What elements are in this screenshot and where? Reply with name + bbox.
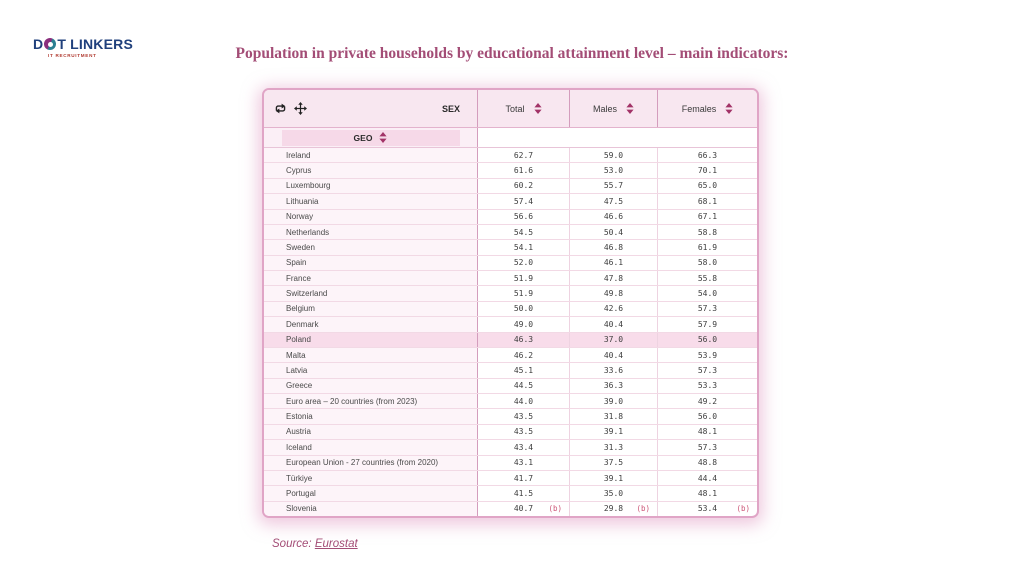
cell-value: 42.6 (603, 304, 624, 314)
cell-value: 46.8 (603, 242, 624, 252)
geo-cell (264, 194, 478, 208)
value-cell-females (658, 333, 757, 347)
geo-cell (264, 363, 478, 377)
value-cell-males (570, 302, 658, 316)
geo-cell (264, 210, 478, 224)
geo-cell (264, 425, 478, 439)
geo-cell-label: Norway (286, 212, 314, 222)
cell-value: 54.0 (697, 289, 718, 299)
value-cell-total (478, 333, 570, 347)
table-row (264, 439, 757, 454)
cell-value: 49.2 (697, 396, 718, 406)
cell-value: 49.0 (513, 319, 534, 329)
value-cell-males (570, 409, 658, 423)
value-cell-total (478, 502, 570, 516)
flag-badge: (b) (636, 504, 650, 514)
value-cell-females (658, 471, 757, 485)
value-cell-females (658, 486, 757, 500)
value-cell-females (658, 317, 757, 331)
value-cell-total (478, 302, 570, 316)
table-row (264, 362, 757, 377)
cell-value: 45.1 (513, 365, 534, 375)
cell-value: 37.5 (603, 458, 624, 468)
value-cell-males (570, 256, 658, 270)
value-cell-males (570, 502, 658, 516)
geo-cell (264, 317, 478, 331)
value-cell-males (570, 486, 658, 500)
geo-label: GEO (353, 132, 373, 143)
geo-cell-label: Belgium (286, 304, 315, 314)
cell-value: 52.0 (513, 258, 534, 268)
value-cell-females (658, 148, 757, 162)
cell-value: 57.4 (513, 196, 534, 206)
value-cell-males (570, 425, 658, 439)
cell-value: 40.7 (513, 504, 534, 514)
geo-cell (264, 225, 478, 239)
table-row (264, 347, 757, 362)
table-row (264, 239, 757, 254)
geo-cell (264, 163, 478, 177)
cell-value: 56.0 (697, 335, 718, 345)
table-row (264, 255, 757, 270)
geo-cell (264, 394, 478, 408)
cell-value: 40.4 (603, 319, 624, 329)
value-cell-females (658, 363, 757, 377)
sort-icon[interactable] (725, 103, 733, 114)
geo-cell (264, 148, 478, 162)
sort-icon[interactable] (379, 132, 387, 143)
cell-value: 35.0 (603, 488, 624, 498)
geo-cell-label: Portugal (286, 488, 316, 498)
geo-cell (264, 271, 478, 285)
cell-value: 55.8 (697, 273, 718, 283)
flag-badge: (b) (736, 504, 750, 514)
table-header-row (264, 90, 757, 128)
value-cell-total (478, 210, 570, 224)
geo-cell (264, 286, 478, 300)
geo-cell (264, 348, 478, 362)
cell-value: 50.4 (603, 227, 624, 237)
value-cell-females (658, 440, 757, 454)
geo-cell (264, 179, 478, 193)
cell-value: 51.9 (513, 289, 534, 299)
cell-value: 68.1 (697, 196, 718, 206)
value-cell-males (570, 440, 658, 454)
geo-cell (264, 409, 478, 423)
cell-value: 50.0 (513, 304, 534, 314)
cell-value: 62.7 (513, 150, 534, 160)
cell-value: 53.3 (697, 381, 718, 391)
geo-cell-label: Estonia (286, 412, 313, 422)
cell-value: 46.3 (513, 335, 534, 345)
table-row (264, 285, 757, 300)
value-cell-total (478, 317, 570, 331)
geo-cell-label: Lithuania (286, 196, 319, 206)
cell-value: 40.4 (603, 350, 624, 360)
value-cell-total (478, 456, 570, 470)
table-row (264, 485, 757, 500)
cell-value: 44.0 (513, 396, 534, 406)
column-header-total (478, 90, 570, 127)
value-cell-total (478, 225, 570, 239)
geo-header-cell (264, 128, 478, 147)
column-header-males (570, 90, 658, 127)
cell-value: 70.1 (697, 166, 718, 176)
table-row (264, 178, 757, 193)
cell-value: 39.0 (603, 396, 624, 406)
cell-value: 56.6 (513, 212, 534, 222)
value-cell-males (570, 317, 658, 331)
table-body (264, 148, 757, 516)
cell-value: 43.1 (513, 458, 534, 468)
page-title: Population in private households by educational attainment level – main indicators: (235, 45, 789, 62)
cell-value: 44.5 (513, 381, 534, 391)
value-cell-males (570, 210, 658, 224)
geo-dimension-button[interactable] (282, 130, 460, 146)
source-prefix: Source: (272, 538, 315, 550)
geo-header-spacer (478, 128, 757, 147)
table-row (264, 378, 757, 393)
cell-value: 54.5 (513, 227, 534, 237)
geo-cell-label: Slovenia (286, 504, 317, 514)
geo-cell-label: Euro area – 20 countries (from 2023) (286, 396, 418, 406)
column-label: Total (505, 103, 525, 114)
value-cell-total (478, 425, 570, 439)
cell-value: 44.4 (697, 473, 718, 483)
cell-value: 57.3 (697, 304, 718, 314)
value-cell-females (658, 225, 757, 239)
cell-value: 57.3 (697, 442, 718, 452)
eurostat-link[interactable]: Eurostat (314, 538, 358, 550)
logo-tagline: IT RECRUITMENT (48, 53, 97, 58)
geo-cell-label: France (286, 273, 311, 283)
value-cell-males (570, 348, 658, 362)
cell-value: 39.1 (603, 473, 624, 483)
cell-value: 47.5 (603, 196, 624, 206)
value-cell-males (570, 286, 658, 300)
cell-value: 56.0 (697, 412, 718, 422)
cell-value: 37.0 (603, 335, 624, 345)
table-row (264, 301, 757, 316)
cell-value: 43.5 (513, 427, 534, 437)
geo-header-row (264, 128, 757, 148)
cell-value: 33.6 (603, 365, 624, 375)
move-icon[interactable] (294, 102, 307, 115)
geo-cell (264, 379, 478, 393)
value-cell-total (478, 379, 570, 393)
value-cell-total (478, 394, 570, 408)
value-cell-females (658, 394, 757, 408)
value-cell-females (658, 456, 757, 470)
value-cell-females (658, 379, 757, 393)
value-cell-females (658, 348, 757, 362)
column-label: Males (592, 103, 617, 114)
geo-cell-label: Iceland (286, 442, 312, 452)
value-cell-females (658, 302, 757, 316)
cell-value: 66.3 (697, 150, 718, 160)
value-cell-total (478, 440, 570, 454)
geo-cell-label: Malta (286, 350, 306, 360)
cell-value: 48.1 (697, 427, 718, 437)
value-cell-males (570, 379, 658, 393)
value-cell-males (570, 333, 658, 347)
cell-value: 46.6 (603, 212, 624, 222)
geo-cell-label: European Union - 27 countries (from 2020) (286, 458, 439, 468)
value-cell-females (658, 286, 757, 300)
geo-cell (264, 440, 478, 454)
geo-cell-label: Greece (286, 381, 313, 391)
geo-cell-label: Ireland (286, 150, 311, 160)
geo-cell-label: Cyprus (286, 166, 312, 176)
cell-value: 41.7 (513, 473, 534, 483)
value-cell-males (570, 179, 658, 193)
value-cell-total (478, 348, 570, 362)
value-cell-females (658, 194, 757, 208)
value-cell-females (658, 163, 757, 177)
value-cell-total (478, 256, 570, 270)
value-cell-males (570, 163, 658, 177)
cell-value: 53.0 (603, 166, 624, 176)
table-row (264, 470, 757, 485)
column-label: Females (681, 103, 717, 114)
geo-cell-label: Switzerland (286, 289, 328, 299)
geo-cell-label: Türkiye (286, 473, 313, 483)
cell-value: 48.1 (697, 488, 718, 498)
table-row (264, 148, 757, 162)
geo-cell-label: Spain (286, 258, 307, 268)
geo-cell-label: Austria (286, 427, 311, 437)
value-cell-males (570, 363, 658, 377)
geo-cell-label: Luxembourg (286, 181, 331, 191)
geo-cell (264, 456, 478, 470)
value-cell-males (570, 394, 658, 408)
data-table (262, 88, 759, 518)
value-cell-males (570, 225, 658, 239)
source-line (272, 538, 358, 550)
cell-value: 53.9 (697, 350, 718, 360)
cell-value: 57.3 (697, 365, 718, 375)
logo-text-after: T LINKERS (57, 36, 134, 52)
cell-value: 61.6 (513, 166, 534, 176)
geo-cell (264, 486, 478, 500)
cell-value: 57.9 (697, 319, 718, 329)
cell-value: 43.5 (513, 412, 534, 422)
value-cell-total (478, 179, 570, 193)
cell-value: 31.8 (603, 412, 624, 422)
cell-value: 46.1 (603, 258, 624, 268)
table-row (264, 501, 757, 516)
value-cell-total (478, 194, 570, 208)
cell-value: 59.0 (603, 150, 624, 160)
value-cell-males (570, 148, 658, 162)
cell-value: 65.0 (697, 181, 718, 191)
cell-value: 58.8 (697, 227, 718, 237)
value-cell-total (478, 286, 570, 300)
value-cell-females (658, 256, 757, 270)
cell-value: 53.4 (697, 504, 718, 514)
geo-cell (264, 302, 478, 316)
geo-cell (264, 333, 478, 347)
sex-dimension-label: SEX (441, 103, 460, 114)
geo-cell (264, 256, 478, 270)
geo-cell (264, 471, 478, 485)
table-row (264, 316, 757, 331)
table-row (264, 162, 757, 177)
value-cell-females (658, 240, 757, 254)
value-cell-females (658, 210, 757, 224)
value-cell-total (478, 471, 570, 485)
table-row (264, 455, 757, 470)
geo-cell (264, 502, 478, 516)
value-cell-total (478, 148, 570, 162)
value-cell-total (478, 486, 570, 500)
cell-value: 55.7 (603, 181, 624, 191)
value-cell-total (478, 363, 570, 377)
value-cell-females (658, 179, 757, 193)
sort-icon[interactable] (534, 103, 542, 114)
flag-badge: (b) (548, 504, 562, 514)
value-cell-total (478, 271, 570, 285)
value-cell-total (478, 163, 570, 177)
cell-value: 61.9 (697, 242, 718, 252)
table-row (264, 270, 757, 285)
table-row (264, 393, 757, 408)
cell-value: 46.2 (513, 350, 534, 360)
cell-value: 43.4 (513, 442, 534, 452)
value-cell-females (658, 271, 757, 285)
table-row (264, 209, 757, 224)
column-header-females (658, 90, 757, 127)
table-row (264, 224, 757, 239)
cell-value: 41.5 (513, 488, 534, 498)
table-row (264, 424, 757, 439)
value-cell-males (570, 240, 658, 254)
value-cell-females (658, 502, 757, 516)
cell-value: 51.9 (513, 273, 534, 283)
cell-value: 39.1 (603, 427, 624, 437)
cell-value: 29.8 (603, 504, 624, 514)
cell-value: 31.3 (603, 442, 624, 452)
value-cell-females (658, 409, 757, 423)
value-cell-males (570, 271, 658, 285)
value-cell-males (570, 456, 658, 470)
pivot-icon[interactable] (274, 102, 287, 115)
geo-cell-label: Poland (286, 335, 311, 345)
geo-cell-label: Netherlands (286, 227, 330, 237)
cell-value: 58.0 (697, 258, 718, 268)
value-cell-total (478, 240, 570, 254)
value-cell-total (478, 409, 570, 423)
geo-cell-label: Sweden (286, 242, 315, 252)
geo-cell-label: Denmark (286, 319, 319, 329)
logo-text-before: D (33, 36, 44, 52)
cell-value: 36.3 (603, 381, 624, 391)
cell-value: 48.8 (697, 458, 718, 468)
geo-cell-label: Latvia (286, 365, 308, 375)
value-cell-females (658, 425, 757, 439)
table-row (264, 193, 757, 208)
value-cell-males (570, 471, 658, 485)
table-row (264, 332, 757, 347)
cell-value: 54.1 (513, 242, 534, 252)
sort-icon[interactable] (626, 103, 634, 114)
header-corner-cell (264, 90, 478, 127)
geo-cell (264, 240, 478, 254)
table-row (264, 408, 757, 423)
cell-value: 49.8 (603, 289, 624, 299)
cell-value: 47.8 (603, 273, 624, 283)
cell-value: 60.2 (513, 181, 534, 191)
value-cell-males (570, 194, 658, 208)
cell-value: 67.1 (697, 212, 718, 222)
